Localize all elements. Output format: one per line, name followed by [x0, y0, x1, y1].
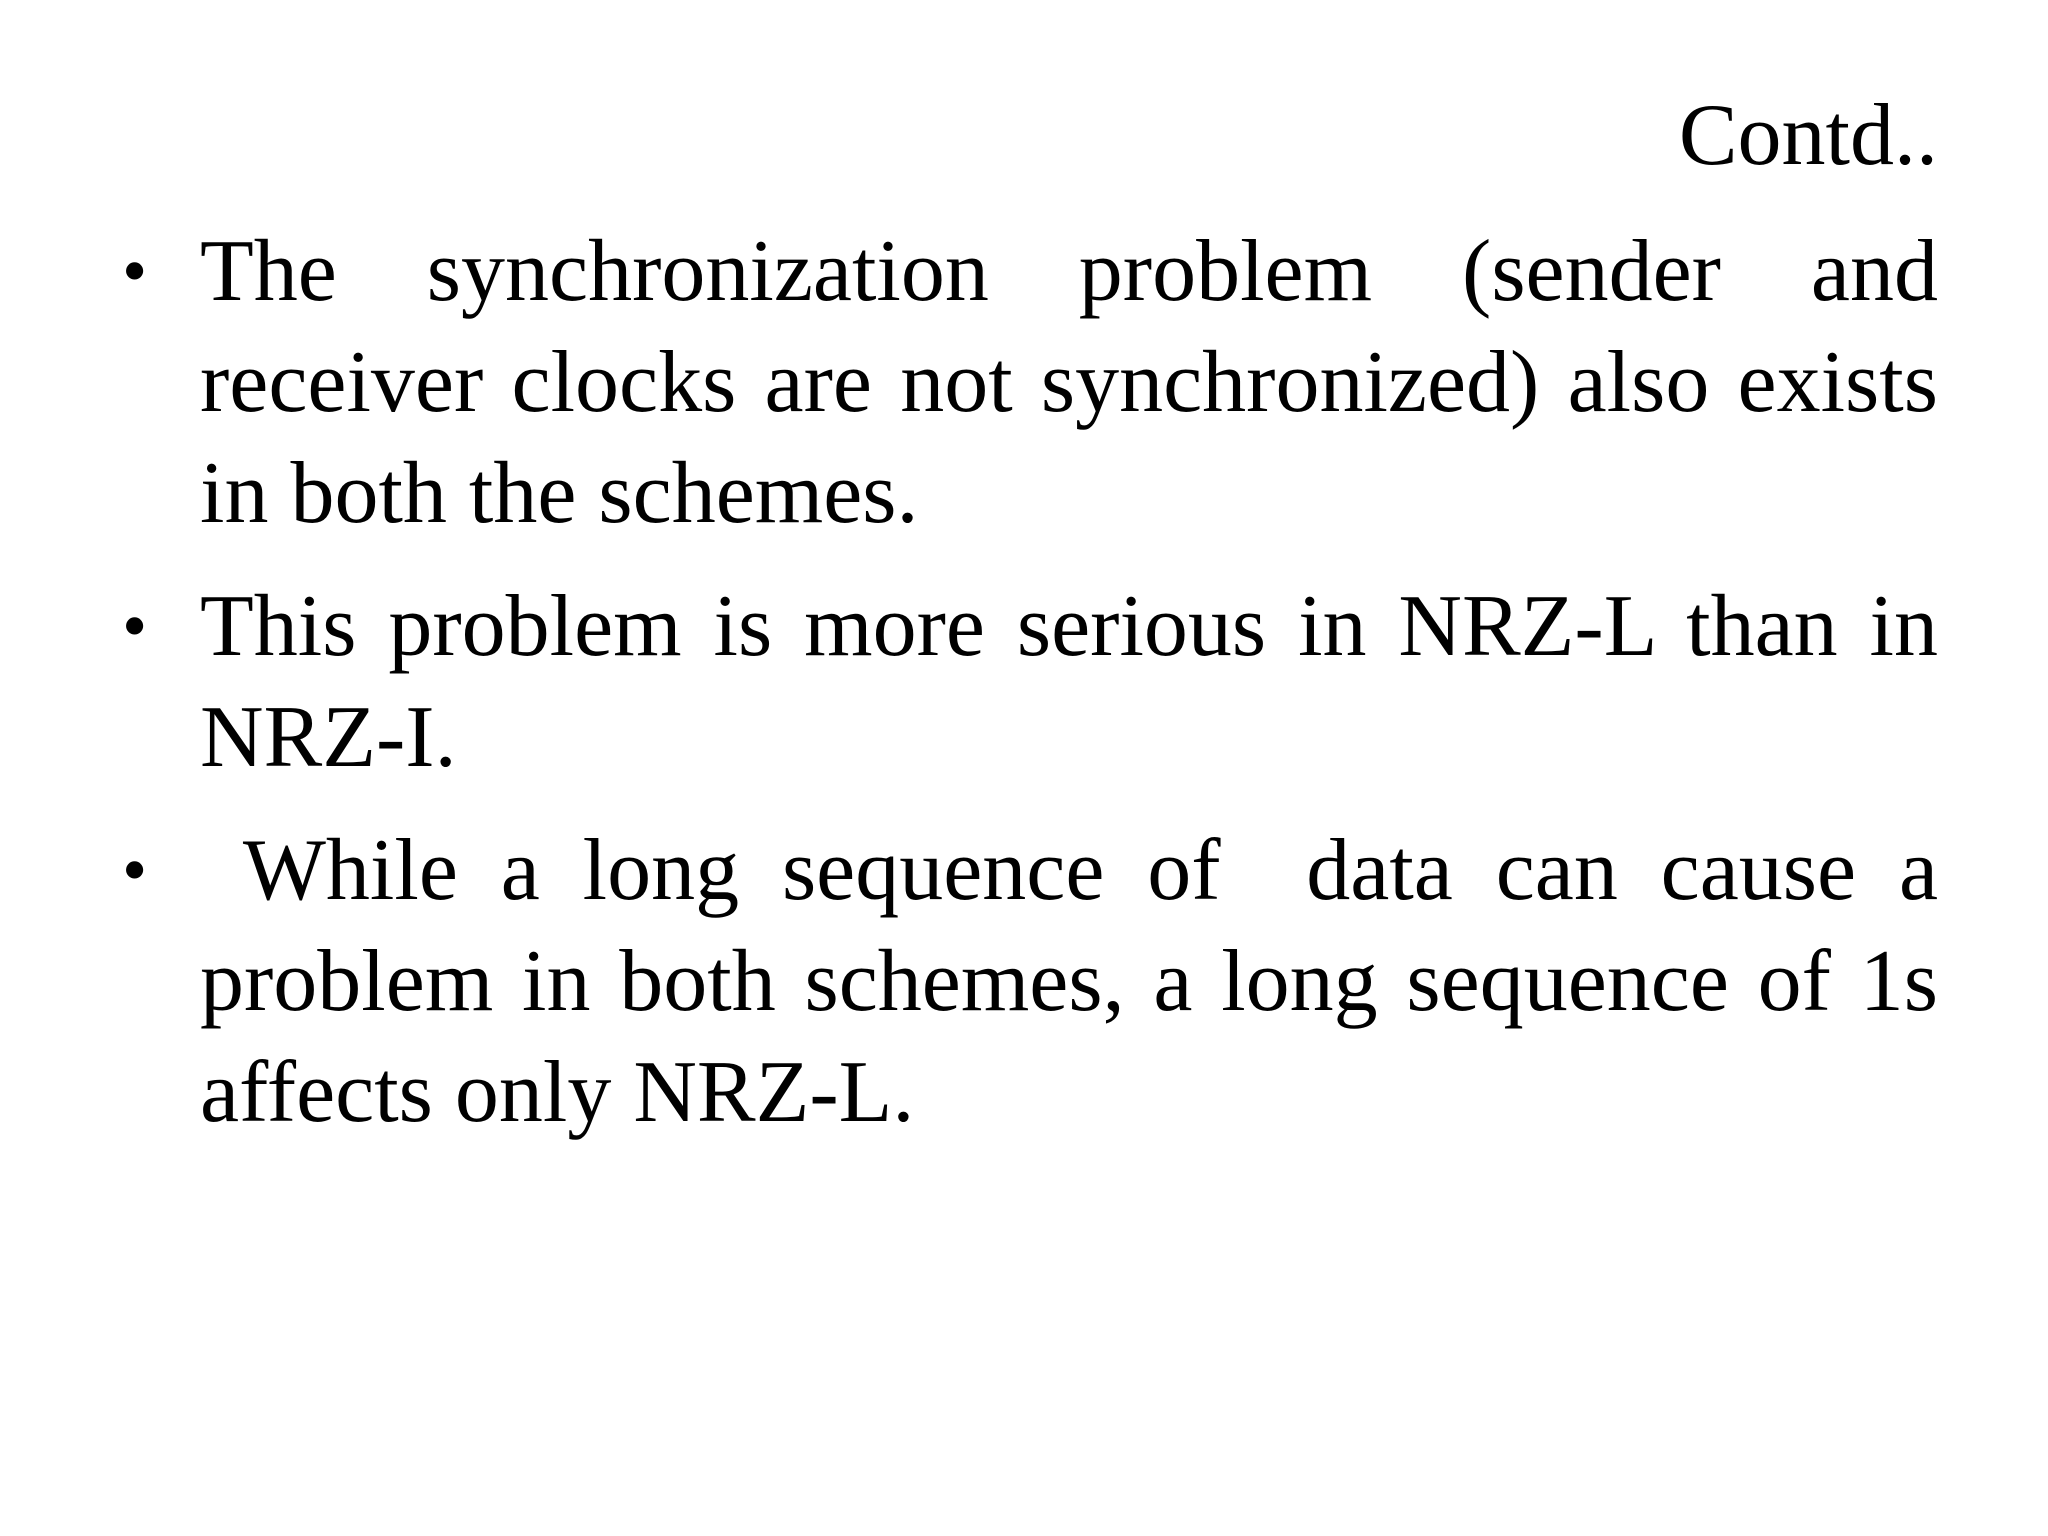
bullet-list: [0, 216, 2048, 1148]
bullet-text: While a long sequence of data can cause a problem in both schemes, a long sequence of 1s affects only NRZ-L.: [200, 822, 1960, 1141]
bullet-item-synchronization: [122, 216, 1938, 549]
bullet-text: This problem is more serious in NRZ-L than in NRZ-I.: [200, 578, 1938, 786]
bullet-icon: •: [122, 830, 148, 910]
bullet-icon: •: [122, 586, 148, 666]
bullet-item-long-sequence: [122, 815, 1960, 1148]
bullet-text: The synchronization problem (sender and receiver clocks are not synchronized) also exists in both the schemes.: [200, 223, 1938, 542]
bullet-icon: •: [122, 231, 148, 311]
slide-title: Contd..: [1678, 87, 1938, 184]
bullet-item-nrz-comparison: [122, 571, 1938, 793]
